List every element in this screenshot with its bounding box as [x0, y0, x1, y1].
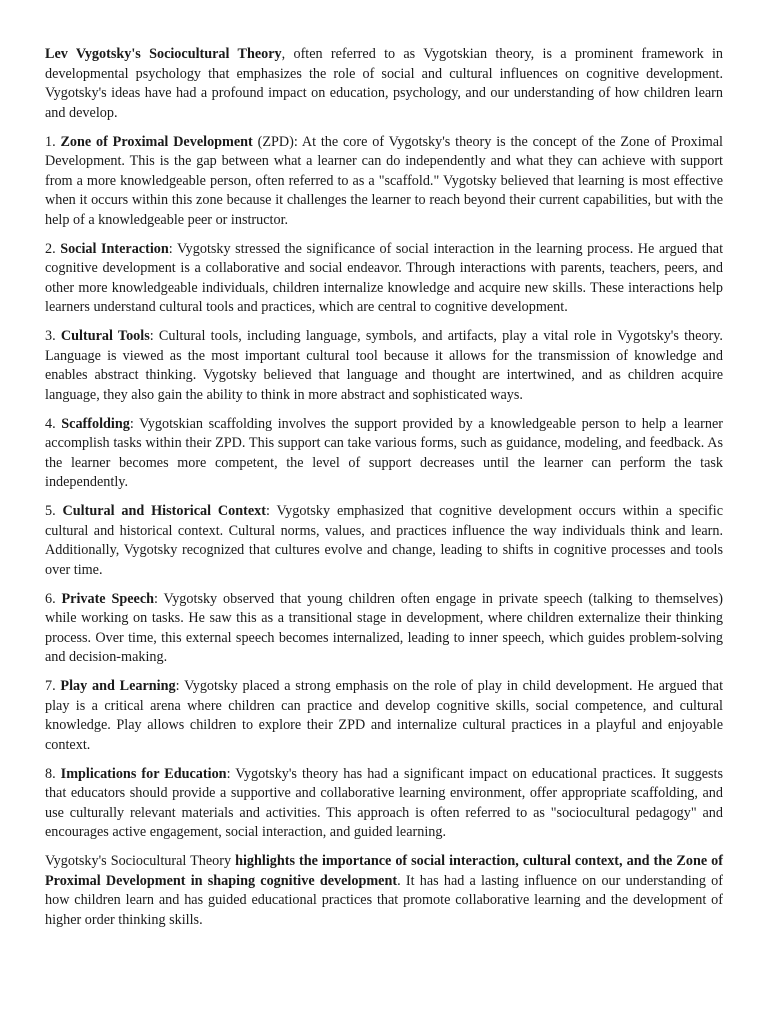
section-number: 8. — [45, 765, 61, 782]
conclusion-lead: Vygotsky's Sociocultural Theory — [45, 853, 236, 869]
section-heading: Zone of Proximal Development — [60, 133, 253, 150]
section-text: : Cultural tools, including language, symbols, and artifacts, play a vital role in Vygotsky's theory. Language is viewed as the most important cultural tool because it allows for the transmission of knowledge and enables abstract thinking. Vygotsky believed that language and thought are intertwined, and as children acquire language, they also gain the ability to think in more abstract and sophisticated ways. — [45, 328, 723, 403]
section-implications-for-education — [45, 765, 723, 843]
section-cultural-historical-context — [45, 502, 723, 580]
intro-text: , often referred to as Vygotskian theory, is a prominent framework in developmental psychology that emphasizes the role of social and cultural influences on cognitive development. Vygotsky's ideas have had a profound impact on education, psychology, and our understanding of how children learn and develop. — [45, 46, 723, 121]
section-text: : Vygotsky stressed the significance of social interaction in the learning process. He argued that cognitive development is a collaborative and social endeavor. Through interactions with parents, teachers, peers, and other more knowledgeable individuals, children internalize knowledge and acquire new skills. These interactions help learners understand cultural tools and practices, which are central to cognitive development. — [45, 240, 724, 315]
section-text: : Vygotsky observed that young children often engage in private speech (talking to themselves) while working on tasks. He saw this as a transitional stage in development, where children externalize their thinking process. Over time, this external speech becomes internalized, leading to inner speech, which guides problem-solving and decision-making. — [45, 590, 723, 665]
section-heading: Social Interaction — [60, 240, 169, 257]
section-number: 2. — [45, 240, 61, 257]
section-number: 1. — [45, 133, 61, 150]
section-heading: Cultural and Historical Context — [62, 503, 266, 519]
section-text: (ZPD): At the core of Vygotsky's theory is the concept of the Zone of Proximal Development. This is the gap between what a learner can do independently and what they can achieve with support from a more knowledgeable person, often referred to as a "scaffold." Vygotsky believed that learning is most effective when it occurs within this zone because it challenges the learner to reach beyond their current capabilities, but with the help of a knowledgeable peer or instructor. — [45, 133, 723, 228]
section-heading: Implications for Education — [60, 765, 227, 782]
section-text: : Vygotskian scaffolding involves the support provided by a knowledgeable person to help a learner accomplish tasks within their ZPD. This support can take various forms, such as guidance, modeling, and feedback. As the learner becomes more competent, the level of support decreases until the learner can perform the task independently. — [45, 415, 724, 490]
conclusion-text: . It has had a lasting influence on our understanding of how children learn and has guided educational practices that promote collaborative learning and the development of higher order thinking skills. — [45, 872, 723, 928]
section-heading: Scaffolding — [61, 415, 130, 432]
section-zpd — [45, 133, 723, 231]
section-play-and-learning — [45, 677, 723, 755]
section-private-speech — [45, 590, 723, 668]
section-number: 4. — [45, 415, 62, 432]
section-heading: Play and Learning — [60, 678, 176, 694]
section-social-interaction — [45, 240, 723, 318]
section-text: : Vygotsky's theory has had a significant impact on educational practices. It suggests that educators should provide a supportive and collaborative learning environment, offer appropriate scaffolding, and use culturally relevant materials and activities. This approach is often referred to as "sociocultural pedagogy" and encourages active engagement, social interaction, and guided learning. — [45, 765, 723, 840]
section-heading: Private Speech — [61, 590, 155, 607]
section-text: : Vygotsky emphasized that cognitive development occurs within a specific cultural and historical context. Cultural norms, values, and practices influence the way individuals think and learn. Additionally, Vygotsky recognized that cultures evolve and change, leading to shifts in cognitive processes and tools over time. — [45, 503, 724, 578]
section-number: 3. — [45, 328, 61, 344]
conclusion-emphasis: highlights the importance of social interaction, cultural context, and the Zone of Proximal Development in shaping cognitive development — [45, 853, 723, 889]
document-title: Lev Vygotsky's Sociocultural Theory — [45, 46, 282, 62]
section-heading: Cultural Tools — [60, 328, 150, 344]
document-page — [45, 45, 723, 940]
section-number: 5. — [45, 503, 63, 519]
intro-paragraph — [45, 45, 723, 123]
conclusion-paragraph — [45, 852, 723, 930]
section-cultural-tools — [45, 327, 723, 405]
section-number: 6. — [45, 590, 62, 607]
section-number: 7. — [45, 678, 61, 694]
section-text: : Vygotsky placed a strong emphasis on the role of play in child development. He argued that play is a critical arena where children can practice and develop cognitive skills, social competence, and cultural knowledge. Play allows children to explore their ZPD and internalize cultural practices in a playful and enjoyable context. — [45, 678, 724, 753]
section-scaffolding — [45, 415, 723, 493]
